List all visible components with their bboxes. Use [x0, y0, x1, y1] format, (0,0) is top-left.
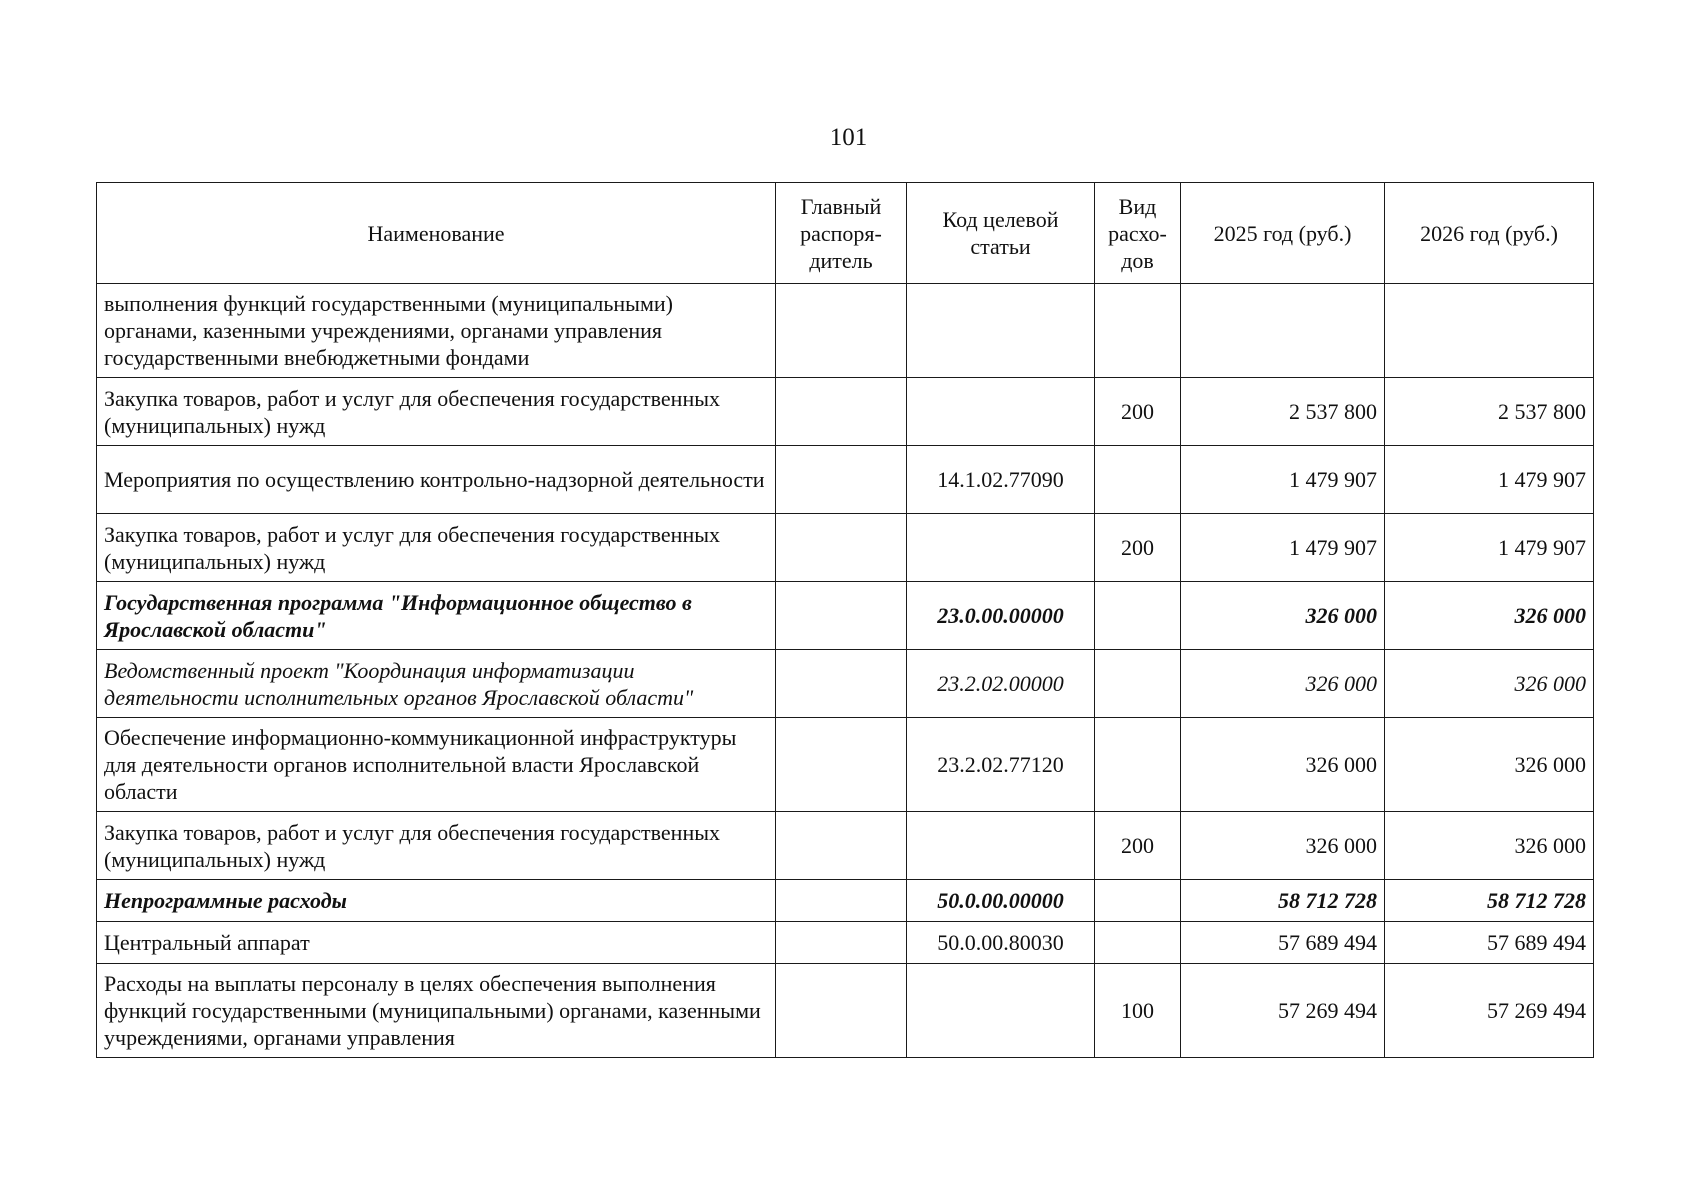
header-2025: 2025 год (руб.)	[1181, 183, 1385, 284]
cell-2026: 326 000	[1385, 718, 1594, 812]
cell-kind: 200	[1095, 514, 1181, 582]
cell-name: Государственная программа "Информационное общество в Ярославской области"	[97, 582, 776, 650]
table-row	[97, 514, 1594, 582]
cell-2026: 1 479 907	[1385, 514, 1594, 582]
table-row	[97, 446, 1594, 514]
cell-kind	[1095, 880, 1181, 922]
cell-manager	[776, 650, 907, 718]
cell-code: 14.1.02.77090	[907, 446, 1095, 514]
cell-2026	[1385, 284, 1594, 378]
cell-code: 23.2.02.00000	[907, 650, 1095, 718]
cell-code: 23.0.00.00000	[907, 582, 1095, 650]
cell-kind	[1095, 922, 1181, 964]
cell-2025: 58 712 728	[1181, 880, 1385, 922]
cell-name: Закупка товаров, работ и услуг для обеспечения государственных (муниципальных) нужд	[97, 812, 776, 880]
table-row	[97, 284, 1594, 378]
table-row	[97, 378, 1594, 446]
table-row	[97, 964, 1594, 1058]
cell-kind	[1095, 446, 1181, 514]
cell-kind	[1095, 650, 1181, 718]
header-name: Наименование	[97, 183, 776, 284]
cell-2025: 1 479 907	[1181, 514, 1385, 582]
cell-code: 50.0.00.80030	[907, 922, 1095, 964]
cell-code	[907, 284, 1095, 378]
cell-kind: 200	[1095, 812, 1181, 880]
cell-2026: 326 000	[1385, 812, 1594, 880]
table-row	[97, 880, 1594, 922]
cell-manager	[776, 284, 907, 378]
budget-table	[96, 182, 1594, 1058]
cell-name: Мероприятия по осуществлению контрольно-надзорной деятельности	[97, 446, 776, 514]
cell-2025: 326 000	[1181, 812, 1385, 880]
cell-code: 50.0.00.00000	[907, 880, 1095, 922]
table-row	[97, 922, 1594, 964]
cell-name: Закупка товаров, работ и услуг для обеспечения государственных (муниципальных) нужд	[97, 514, 776, 582]
cell-code	[907, 812, 1095, 880]
header-code: Код целевой статьи	[907, 183, 1095, 284]
cell-manager	[776, 922, 907, 964]
cell-2026: 57 269 494	[1385, 964, 1594, 1058]
cell-name: Непрограммные расходы	[97, 880, 776, 922]
cell-2025: 326 000	[1181, 582, 1385, 650]
cell-manager	[776, 718, 907, 812]
cell-2025: 57 269 494	[1181, 964, 1385, 1058]
page-number: 101	[829, 124, 868, 151]
cell-kind: 200	[1095, 378, 1181, 446]
cell-name: Закупка товаров, работ и услуг для обеспечения государственных (муниципальных) нужд	[97, 378, 776, 446]
header-kind: Вид расхо-дов	[1095, 183, 1181, 284]
cell-code	[907, 514, 1095, 582]
cell-kind	[1095, 284, 1181, 378]
cell-2025: 326 000	[1181, 718, 1385, 812]
cell-2025: 2 537 800	[1181, 378, 1385, 446]
cell-kind: 100	[1095, 964, 1181, 1058]
table-row	[97, 812, 1594, 880]
table-row	[97, 582, 1594, 650]
cell-2025: 57 689 494	[1181, 922, 1385, 964]
cell-2026: 58 712 728	[1385, 880, 1594, 922]
cell-name: Расходы на выплаты персоналу в целях обеспечения выполнения функций государственными (муниципальными) органами, казенными учреждениями, органами управления	[97, 964, 776, 1058]
cell-2025: 326 000	[1181, 650, 1385, 718]
cell-2026: 57 689 494	[1385, 922, 1594, 964]
cell-2025: 1 479 907	[1181, 446, 1385, 514]
cell-code: 23.2.02.77120	[907, 718, 1095, 812]
cell-kind	[1095, 718, 1181, 812]
cell-2026: 2 537 800	[1385, 378, 1594, 446]
cell-code	[907, 378, 1095, 446]
cell-manager	[776, 514, 907, 582]
cell-2026: 326 000	[1385, 582, 1594, 650]
cell-manager	[776, 812, 907, 880]
table-body	[97, 284, 1594, 1058]
table-row	[97, 718, 1594, 812]
cell-manager	[776, 446, 907, 514]
cell-name: выполнения функций государственными (муниципальными) органами, казенными учреждениями, органами управления государственными внебюджетными фондами	[97, 284, 776, 378]
cell-manager	[776, 880, 907, 922]
cell-manager	[776, 964, 907, 1058]
cell-2025	[1181, 284, 1385, 378]
cell-manager	[776, 378, 907, 446]
cell-name: Обеспечение информационно-коммуникационной инфраструктуры для деятельности органов исполнительной власти Ярославской области	[97, 718, 776, 812]
header-manager: Главный распоря-дитель	[776, 183, 907, 284]
cell-2026: 1 479 907	[1385, 446, 1594, 514]
cell-code	[907, 964, 1095, 1058]
table-header-row	[97, 183, 1594, 284]
cell-name: Ведомственный проект "Координация информатизации деятельности исполнительных органов Ярославской области"	[97, 650, 776, 718]
cell-manager	[776, 582, 907, 650]
header-2026: 2026 год (руб.)	[1385, 183, 1594, 284]
cell-kind	[1095, 582, 1181, 650]
table-row	[97, 650, 1594, 718]
cell-name: Центральный аппарат	[97, 922, 776, 964]
cell-2026: 326 000	[1385, 650, 1594, 718]
